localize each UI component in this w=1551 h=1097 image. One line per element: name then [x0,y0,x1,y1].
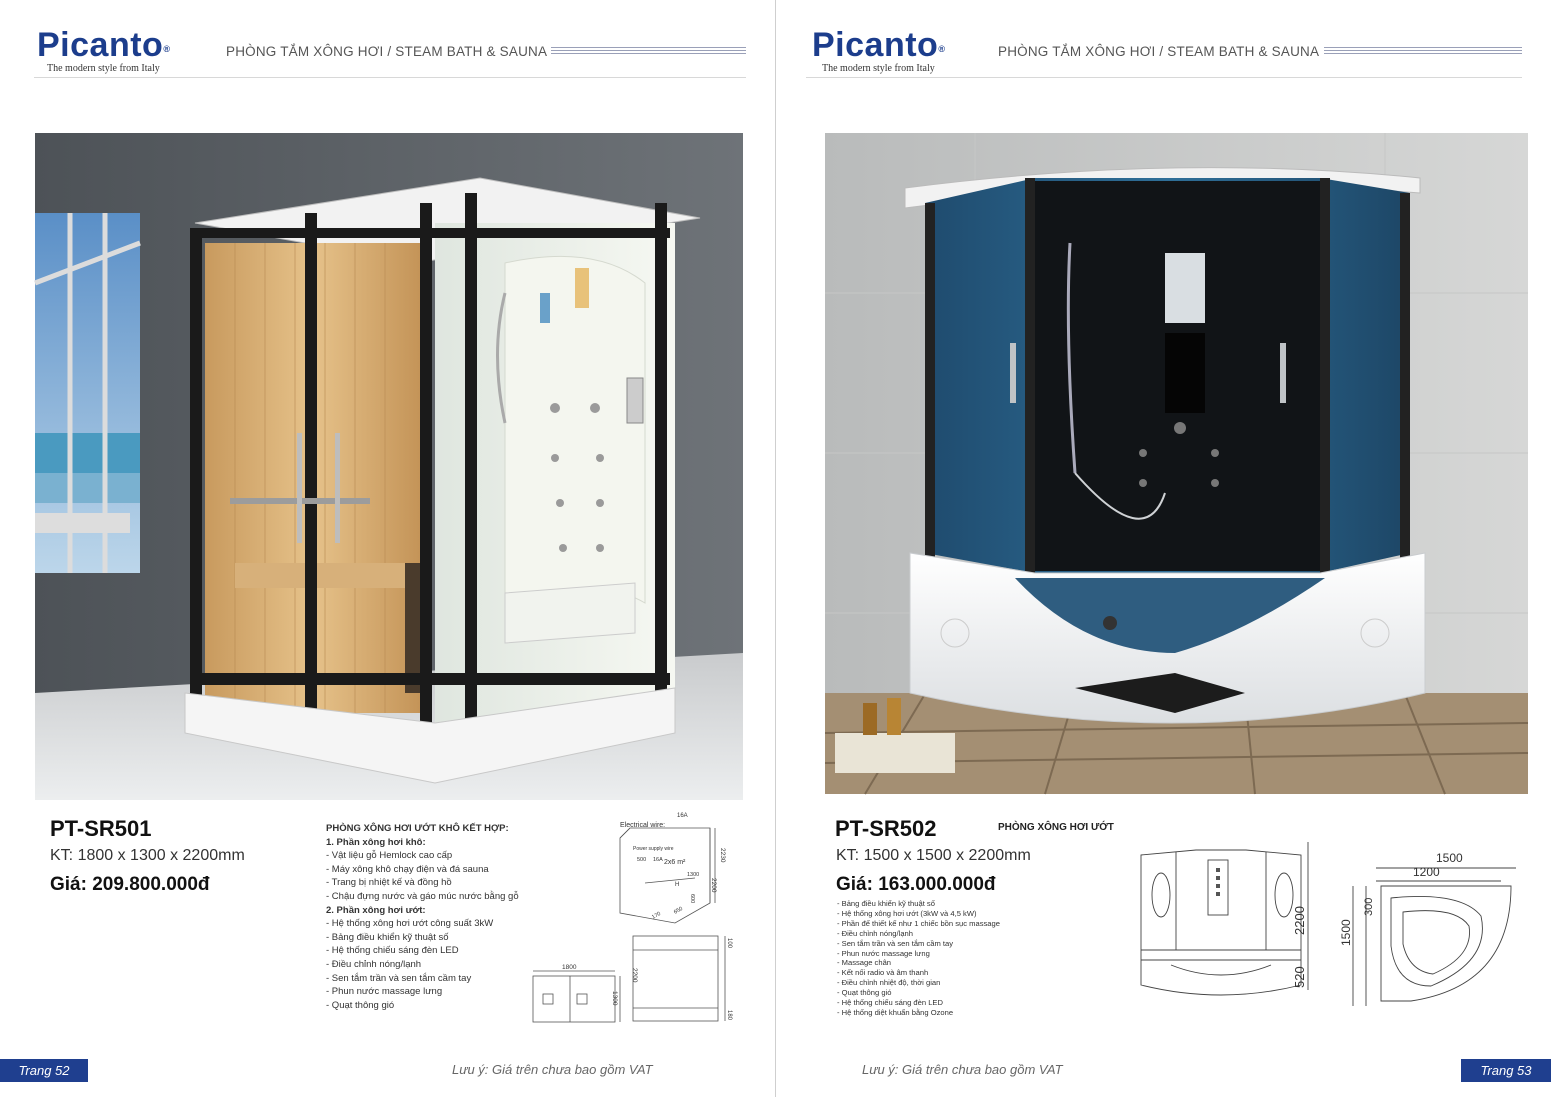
feature-list [837,899,1067,1018]
feature-item: - Bảng điều khiển kỹ thuật số [837,899,935,908]
feature-item: - Hệ thống chiếu sáng đèn LED [837,998,943,1008]
dim-2200-iso: 2200 [710,878,717,893]
dim-600: 600 [689,894,695,904]
dry-heading: 1. Phần xông hơi khô: [326,836,426,848]
technical-drawing-sr502-front [1136,840,1316,1010]
dim-650: 650 [673,905,684,916]
power-supply-label: Power supply wire [633,846,674,852]
electrical-wire-label: Electrical wire: [620,822,666,829]
page-number-52: Trang 52 [0,1059,88,1082]
wire-spec: 2x6 m² [664,859,686,866]
brand-name: Picanto [812,26,939,64]
dim-2230: 2230 [719,848,726,863]
registered-mark: ® [938,44,946,54]
dim-170: 170 [651,910,662,921]
plan-1200: 1200 [1413,865,1440,879]
vat-note: Lưu ý: Giá trên chưa bao gồm VAT [452,1062,653,1077]
feature-item: - Hệ thống xông hơi ướt công suất 3kW [326,918,494,930]
technical-drawing-sr501 [525,808,750,1028]
feature-item: - Điều chỉnh nhiệt độ, thời gian [837,978,941,988]
feature-item: - Massage chân [837,958,892,968]
brand-tagline: The modern style from Italy [47,63,160,74]
height-520: 520 [1292,966,1307,988]
dimensions: KT: 1500 x 1500 x 2200mm [836,847,1031,864]
features-title: PHÒNG XÔNG HƠI ƯỚT KHÔ KẾT HỢP: [326,823,509,834]
price: Giá: 163.000.000đ [836,874,996,895]
model-code: PT-SR502 [835,816,937,841]
feature-item: - Trang bị nhiệt kế và đồng hồ [326,877,452,889]
plan-300: 300 [1363,897,1375,916]
header-divider [806,77,1522,78]
brand-logo [37,28,170,74]
feature-item: - Vật liệu gỗ Hemlock cao cấp [326,850,453,862]
amp-small-label: 16A [653,857,663,863]
header-lines [1324,47,1522,55]
feature-item: - Phun nước massage lưng [837,948,930,958]
catalog-page-right [776,0,1551,1097]
header-lines [551,47,746,55]
plan-1300: 1300 [611,991,618,1006]
height-2200: 2200 [1292,906,1307,935]
plan-1500-top: 1500 [1436,851,1463,865]
catalog-page-left [0,0,775,1097]
wet-heading: 2. Phần xông hơi ướt: [326,904,426,916]
dim-500: 500 [637,857,647,863]
technical-drawing-sr502-plan [1341,846,1526,1011]
registered-mark: ® [163,44,171,54]
dimensions: KT: 1800 x 1300 x 2200mm [50,847,245,864]
product-subtitle: PHÒNG XÔNG HƠI ƯỚT [998,822,1114,833]
feature-item: - Phun nước massage lưng [326,986,443,998]
feature-item: - Điều chỉnh nóng/lạnh [837,928,913,938]
side-2200: 2200 [631,968,638,983]
feature-item: - Quạt thông gió [326,999,395,1011]
feature-item: - Điều chỉnh nóng/lạnh [326,958,422,970]
brand-name: Picanto [37,26,164,64]
header-divider [34,77,746,78]
feature-item: - Bảng điều khiển kỹ thuật số [326,931,449,943]
amp-label: 16A [677,813,688,819]
vat-note: Lưu ý: Giá trên chưa bao gồm VAT [862,1062,1063,1077]
feature-item: - Sen tắm trần và sen tắm cầm tay [326,972,472,984]
side-180: 180 [726,1010,732,1021]
product-photo-sr501 [35,133,743,800]
feature-item: - Phần đế thiết kế như 1 chiếc bồn sục massage [837,918,1000,928]
price: Giá: 209.800.000đ [50,874,210,895]
dim-1300-iso: 1300 [687,872,700,878]
feature-item: - Quạt thông gió [837,988,892,998]
feature-item: - Chậu đựng nước và gáo múc nước bằng gỗ [326,890,519,902]
plan-1500-side: 1500 [1339,919,1353,946]
product-photo-sr502 [825,133,1528,794]
feature-item: - Kết nối radio và âm thanh [837,968,929,978]
feature-item: - Hệ thống xông hơi ướt (3kW và 4,5 kW) [837,908,977,918]
header-title: PHÒNG TẮM XÔNG HƠI / STEAM BATH & SAUNA [998,44,1320,59]
side-100: 100 [726,938,732,949]
page-number-53: Trang 53 [1461,1059,1551,1082]
feature-item: - Sen tắm trần và sen tắm cầm tay [837,938,954,948]
header-title: PHÒNG TẮM XÔNG HƠI / STEAM BATH & SAUNA [226,44,548,59]
feature-item: - Hệ thống chiếu sáng đèn LED [326,945,459,957]
brand-logo [812,28,945,74]
model-code: PT-SR501 [50,816,152,841]
feature-item: - Hệ thống diệt khuẩn bằng Ozone [837,1007,954,1017]
feature-item: - Máy xông khô chạy điện và đá sauna [326,863,489,875]
plan-1800: 1800 [562,964,577,971]
h-mark: H [675,882,680,888]
brand-tagline: The modern style from Italy [822,63,935,74]
